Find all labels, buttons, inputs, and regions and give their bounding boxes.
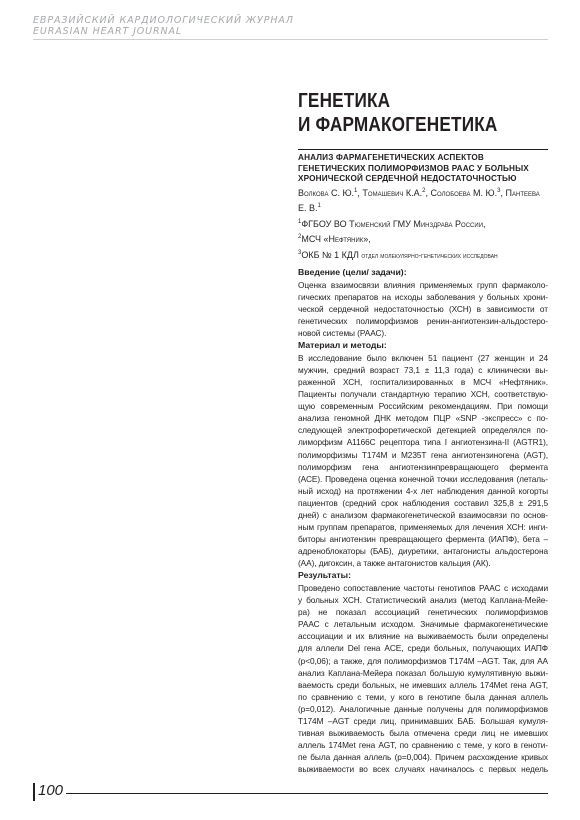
section-title-line-2: И ФАРМАКОГЕНЕТИКА — [298, 114, 498, 136]
text-line: РААС с летальным исходом. Значимые фармакогенетические — [298, 619, 548, 630]
page-number-marker — [33, 783, 35, 801]
journal-header — [33, 15, 294, 37]
text-line: Оценка взаимосвязи влияния применяемых групп фармаколо- — [298, 279, 548, 290]
footer-divider — [66, 793, 548, 794]
text-line: ассоциации и их влияние на выживаемость были определены — [298, 631, 548, 642]
affiliation-list — [298, 216, 548, 263]
affiliation: $^3$ОКБ № 1 КДЛ отдел молекулярно-генетических исследован — [298, 249, 498, 260]
text-line: по сравнению с теми, у кого в генотипе была данная аллель — [298, 691, 548, 702]
section-divider — [298, 149, 548, 150]
text-line: В исследование было включен 51 пациент (27 женщин и 24 — [298, 352, 548, 363]
page-number: 100 — [38, 782, 64, 799]
text-line: ческой сердечной недостаточностью (ХСН) в зависимости от — [298, 303, 548, 314]
text-line: (р<0,06); а также, для полиморфизмов T174M –AGT. Так, для АА — [298, 655, 548, 666]
author: Томашевич К.А.$^2$, — [362, 187, 431, 198]
text-line: (АСЕ). Проведена оценка конечной точки исследования (леталь- — [298, 473, 548, 484]
text-line: полиморфизмы Т174М и М235Т гена ангиотензиногена (AGT), — [298, 449, 548, 460]
text-line: Проведено сопоставление частоты генотипов РААС с исходами — [298, 582, 548, 593]
text-line: тивная выживаемость была отмечена среди лиц не имевших — [298, 728, 548, 739]
text-line: T174M –AGT среди лиц, принимавших БАБ. Большая кумуля- — [298, 715, 548, 726]
affiliation: $^1$ФГБОУ ВО Тюменский ГМУ Минздрава России, — [298, 218, 486, 229]
text-line: биторы ангиотензин превращающего фермента (ИАПФ), бета – — [298, 534, 548, 545]
text-line: для аллели Del гена ACE, среди больных, получающих ИАПФ — [298, 643, 548, 654]
methods-text — [298, 352, 548, 570]
text-line: (АА), дигоксин, а также антагонистов кальция (АК). — [298, 558, 491, 569]
article-column — [298, 153, 548, 775]
results-text — [298, 582, 548, 776]
text-line: генетических полиморфизмов ренин-ангиотензин-альдостеро- — [298, 316, 548, 327]
text-line: аллель 174Met гена AGT, по сравнению с теме, у кого в геноти- — [298, 740, 548, 751]
author: Волкова С. Ю.$^1$, — [298, 187, 363, 198]
text-line: выживаемости во всех случаях начиналось с первых недель — [298, 764, 548, 775]
text-line: гических препаратов на исходы заболевания у больных хрони- — [298, 291, 548, 302]
intro-heading: Введение (цели/ задачи): — [298, 267, 407, 278]
text-line: пациентов (средний срок наблюдения составил 325,8 ± 291,5 — [298, 497, 548, 508]
text-line: (р=0,012). Аналогичные данные получены для полиморфизмов — [298, 703, 548, 714]
text-line: дней) с анализом фармакогенетической взаимосвязи по основ- — [298, 509, 548, 520]
author-list — [298, 185, 548, 216]
text-line: раженной ХСН, госпитализированных в МСЧ «Нефтяник». — [298, 376, 548, 387]
text-line: анализ Каплана-Мейера показал большую кумулятивную выжи- — [298, 667, 548, 678]
text-line: щую современным Российским рекомендациям. При помощи — [298, 401, 548, 412]
author: Пантеева Е. В.$^1$ — [298, 187, 540, 214]
section-title — [298, 89, 498, 137]
author: Солобоева М. Ю.$^3$, — [430, 187, 503, 198]
text-line: следующей электрофоретической детекцией определялся по- — [298, 425, 548, 436]
text-line: ным группам препаратов, применяемых для лечения ХСН: инги- — [298, 522, 548, 533]
text-line: полиморфизм гена ангиотензинпревращающего фермента — [298, 461, 548, 472]
text-line: лиморфизм A1166C рецептора типа I ангиотензина-II (AGTR1), — [298, 437, 548, 448]
text-line: у больных ХСН. Статистический анализ (метод Каплана-Мейе- — [298, 595, 548, 606]
text-line: ный исход) на протяжении 4-х лет наблюдения данной когорты — [298, 485, 548, 496]
text-line: ра) не показал ассоциаций генетических полиморфизмов — [298, 607, 548, 618]
intro-text — [298, 279, 548, 339]
methods-heading: Материал и методы: — [298, 340, 387, 351]
header-divider — [33, 39, 548, 40]
section-title-line-1: ГЕНЕТИКА — [298, 90, 391, 112]
text-line: ваемость среди больных, не имевших аллель 174Met гена AGT, — [298, 679, 548, 690]
journal-name-russian: ЕВРАЗИЙСКИЙ КАРДИОЛОГИЧЕСКИЙ ЖУРНАЛ — [33, 15, 294, 26]
journal-name-english: EURASIAN HEART JOURNAL — [33, 26, 183, 37]
text-line: мужчин, средний возраст 73,1 ± 11,3 года) с клинически вы- — [298, 364, 548, 375]
article-title: АНАЛИЗ ФАРМАГЕНЕТИЧЕСКИХ АСПЕКТОВ ГЕНЕТИЧЕСКИХ ПОЛИМОРФИЗМОВ РААС У БОЛЬНЫХ ХРОНИЧЕСКОЙ СЕРДЕЧНОЙ НЕДОСТАТОЧНОСТЬЮ — [298, 153, 529, 184]
text-line: Пациенты получали стандартную терапию ХСН, соответствую- — [298, 389, 548, 400]
text-line: адреноблокаторы (БАБ), диуретики, антагонисты альдостерона — [298, 546, 548, 557]
text-line: новой системы (РААС). — [298, 328, 387, 339]
results-heading: Результаты: — [298, 570, 351, 581]
text-line: пе была данная аллель (р=0,004). Причем расхождение кривых — [298, 752, 548, 763]
affiliation: $^2$МСЧ «Нефтяник», — [298, 234, 371, 245]
text-line: анализа геномной ДНК методом ПЦР «SNP -экспресс» с по- — [298, 413, 548, 424]
